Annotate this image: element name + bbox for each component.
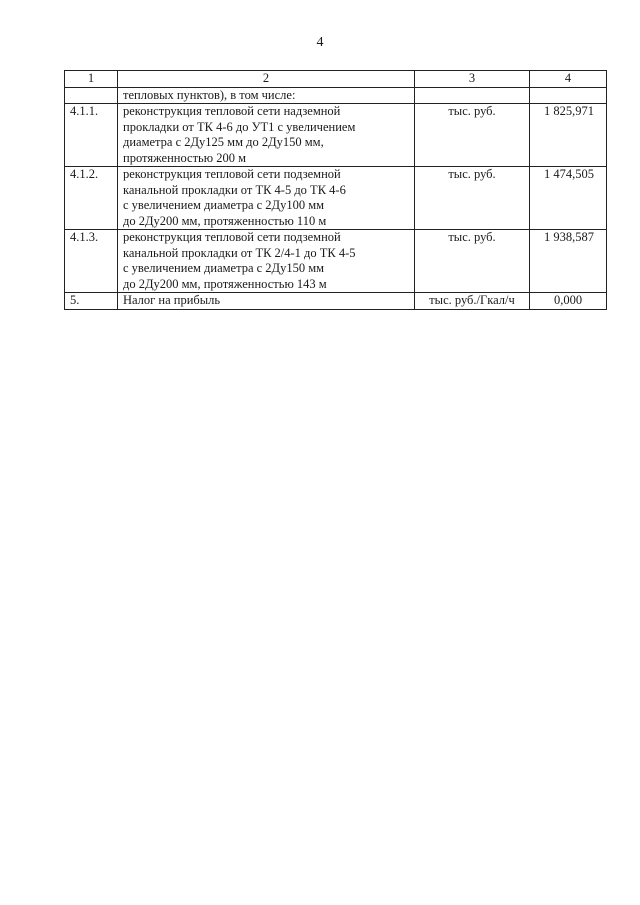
row-description xyxy=(118,104,415,167)
row-unit: тыс. руб./Гкал/ч xyxy=(415,293,530,310)
row-number: 4.1.2. xyxy=(65,167,118,230)
row-description xyxy=(118,87,415,104)
row-value: 1 825,971 xyxy=(530,104,607,167)
header-col-2: 2 xyxy=(118,71,415,88)
row-description xyxy=(118,167,415,230)
row-number: 4.1.1. xyxy=(65,104,118,167)
table-row xyxy=(65,104,607,167)
row-number: 5. xyxy=(65,293,118,310)
row-value xyxy=(530,87,607,104)
table-header-row xyxy=(65,71,607,88)
row-description xyxy=(118,293,415,310)
data-table xyxy=(64,70,607,310)
row-unit: тыс. руб. xyxy=(415,167,530,230)
header-col-1: 1 xyxy=(65,71,118,88)
description-line: тепловых пунктов), в том числе: xyxy=(123,87,296,102)
page-number: 4 xyxy=(316,35,324,50)
table-row xyxy=(65,230,607,293)
row-unit xyxy=(415,87,530,104)
row-value: 0,000 xyxy=(530,293,607,310)
description-line: прокладки от ТК 4-6 до УТ1 с увеличением xyxy=(123,119,356,134)
header-col-4: 4 xyxy=(530,71,607,88)
description-line: до 2Ду200 мм, протяженностью 110 м xyxy=(123,213,327,228)
description-line: канальной прокладки от ТК 4-5 до ТК 4-6 xyxy=(123,182,346,197)
description-line: с увеличением диаметра с 2Ду150 мм xyxy=(123,261,325,275)
description-line: реконструкция тепловой сети надземной xyxy=(123,104,341,118)
row-value: 1 938,587 xyxy=(530,230,607,293)
row-unit: тыс. руб. xyxy=(415,104,530,167)
row-value: 1 474,505 xyxy=(530,167,607,230)
description-line: протяженностью 200 м xyxy=(123,150,246,165)
description-line: диаметра с 2Ду125 мм до 2Ду150 мм, xyxy=(123,135,324,149)
row-unit: тыс. руб. xyxy=(415,230,530,293)
table-row xyxy=(65,167,607,230)
header-col-3: 3 xyxy=(415,71,530,88)
description-line: канальной прокладки от ТК 2/4-1 до ТК 4-5 xyxy=(123,245,356,260)
description-line: с увеличением диаметра с 2Ду100 мм xyxy=(123,198,325,212)
description-line: Налог на прибыль xyxy=(123,293,221,307)
row-number: 4.1.3. xyxy=(65,230,118,293)
description-line: до 2Ду200 мм, протяженностью 143 м xyxy=(123,276,327,291)
description-line: реконструкция тепловой сети подземной xyxy=(123,230,341,244)
description-line: реконструкция тепловой сети подземной xyxy=(123,167,341,181)
table-row xyxy=(65,293,607,310)
row-description xyxy=(118,230,415,293)
row-number xyxy=(65,87,118,104)
table-row xyxy=(65,87,607,104)
